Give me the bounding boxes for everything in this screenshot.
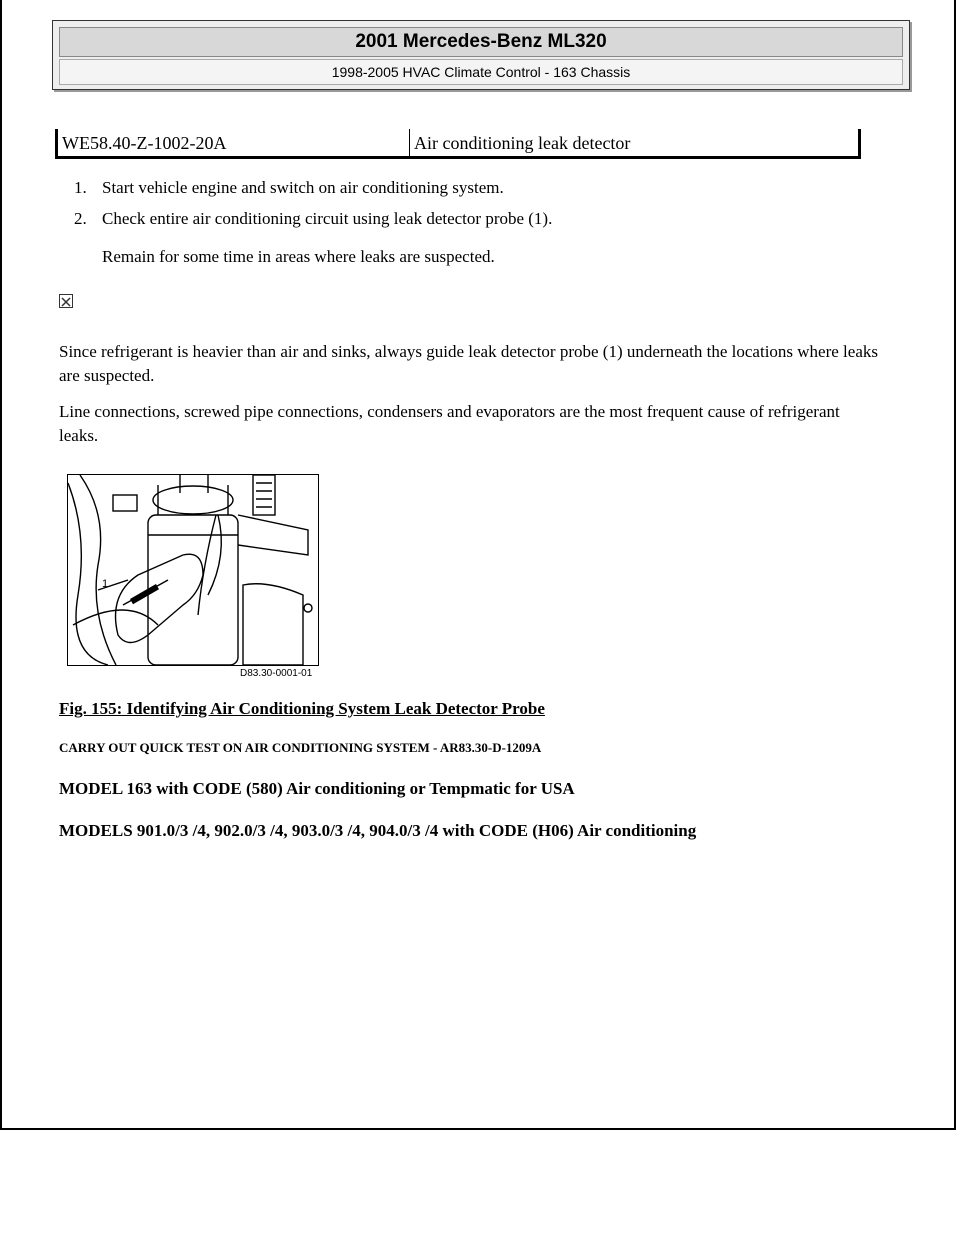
- leak-detector-probe-illustration: [67, 474, 319, 666]
- document-header: [52, 20, 910, 90]
- figure-caption: Fig. 155: Identifying Air Conditioning System Leak Detector Probe: [59, 699, 545, 718]
- step-item: [74, 207, 854, 231]
- step-number: 1.: [74, 178, 87, 197]
- header-subtitle-box: [59, 59, 903, 85]
- tool-description: Air conditioning leak detector: [414, 133, 631, 153]
- paragraph-leak-causes: Line connections, screwed pipe connections, condensers and evaporators are the most frequent cause of refrigerant leaks.: [59, 402, 840, 445]
- step-text: Start vehicle engine and switch on air conditioning system.: [102, 178, 504, 197]
- header-subtitle: 1998-2005 HVAC Climate Control - 163 Chassis: [331, 64, 631, 80]
- figure-code: D83.30-0001-01: [240, 668, 313, 679]
- procedure-steps: [74, 176, 854, 269]
- header-title-box: [59, 27, 903, 57]
- figure-callout: 1: [102, 578, 109, 590]
- step-item: [74, 176, 854, 200]
- tool-table: [55, 129, 861, 159]
- step-note: Remain for some time in areas where leaks are suspected.: [102, 247, 495, 266]
- model-line: MODEL 163 with CODE (580) Air conditioning or Tempmatic for USA: [59, 779, 575, 798]
- step-text: Check entire air conditioning circuit using leak detector probe (1).: [102, 209, 553, 228]
- page-border-left: [0, 0, 2, 1130]
- tool-part-number: WE58.40-Z-1002-20A: [58, 129, 410, 156]
- paragraph-refrigerant-note: Since refrigerant is heavier than air and sinks, always guide leak detector probe (1) underneath the locations where leaks are suspected.: [59, 342, 878, 385]
- page-border-right: [954, 0, 956, 1130]
- step-number: 2.: [74, 209, 87, 228]
- model-line: MODELS 901.0/3 /4, 902.0/3 /4, 903.0/3 /4, 904.0/3 /4 with CODE (H06) Air conditioning: [59, 821, 697, 840]
- broken-image-icon: [59, 294, 73, 308]
- header-title: 2001 Mercedes-Benz ML320: [355, 31, 607, 52]
- section-heading: CARRY OUT QUICK TEST ON AIR CONDITIONING SYSTEM - AR83.30-D-1209A: [59, 740, 542, 755]
- page-border-bottom: [0, 1128, 956, 1130]
